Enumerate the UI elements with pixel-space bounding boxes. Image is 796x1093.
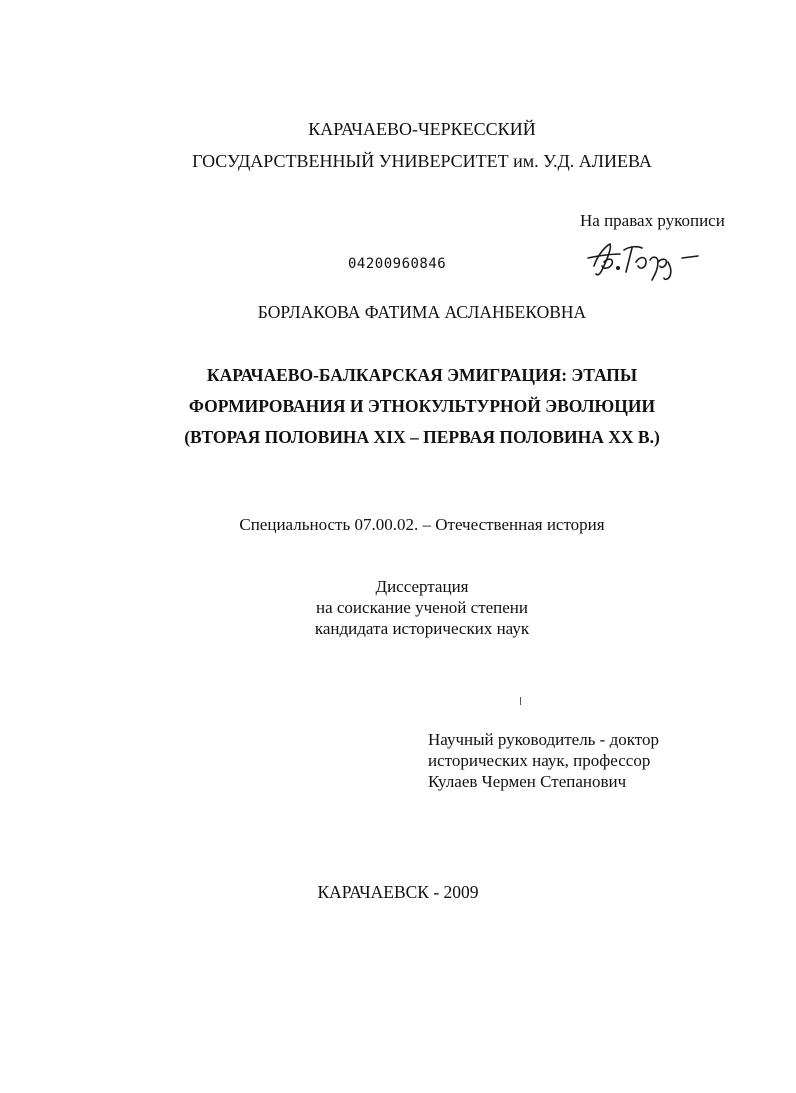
supervisor-line-1: Научный руководитель - доктор: [428, 730, 659, 749]
scan-mark: [520, 697, 521, 705]
university-name: [24, 113, 796, 177]
specialty: Специальность 07.00.02. – Отечественная история: [239, 515, 605, 534]
title-line-3: (ВТОРАЯ ПОЛОВИНА XIX – ПЕРВАЯ ПОЛОВИНА XX В.): [184, 427, 660, 447]
city-year: КАРАЧАЕВСК - 2009: [317, 882, 479, 902]
author-name: БОРЛАКОВА ФАТИМА АСЛАНБЕКОВНА: [257, 302, 587, 322]
dissertation-title: [24, 360, 796, 453]
title-line-2: ФОРМИРОВАНИЯ И ЭТНОКУЛЬТУРНОЙ ЭВОЛЮЦИИ: [188, 396, 656, 416]
supervisor-line-3: Кулаев Чермен Степанович: [428, 772, 627, 791]
title-line-1: КАРАЧАЕВО-БАЛКАРСКАЯ ЭМИГРАЦИЯ: ЭТАПЫ: [206, 365, 638, 385]
degree-line-1: Диссертация: [375, 577, 469, 596]
supervisor-block: [428, 729, 659, 792]
signature-image: [584, 232, 704, 284]
degree-line-2: на соискание ученой степени: [315, 598, 529, 617]
degree-line-3: кандидата исторических наук: [314, 619, 530, 638]
manuscript-rights: На правах рукописи: [580, 211, 725, 230]
supervisor-line-2: исторических наук, профессор: [428, 751, 651, 770]
degree-statement: [24, 576, 796, 639]
university-line-1: КАРАЧАЕВО-ЧЕРКЕССКИЙ: [308, 119, 536, 139]
university-line-2: ГОСУДАРСТВЕННЫЙ УНИВЕРСИТЕТ им. У.Д. АЛИЕВА: [192, 151, 652, 171]
library-code: 04200960846: [348, 256, 447, 272]
